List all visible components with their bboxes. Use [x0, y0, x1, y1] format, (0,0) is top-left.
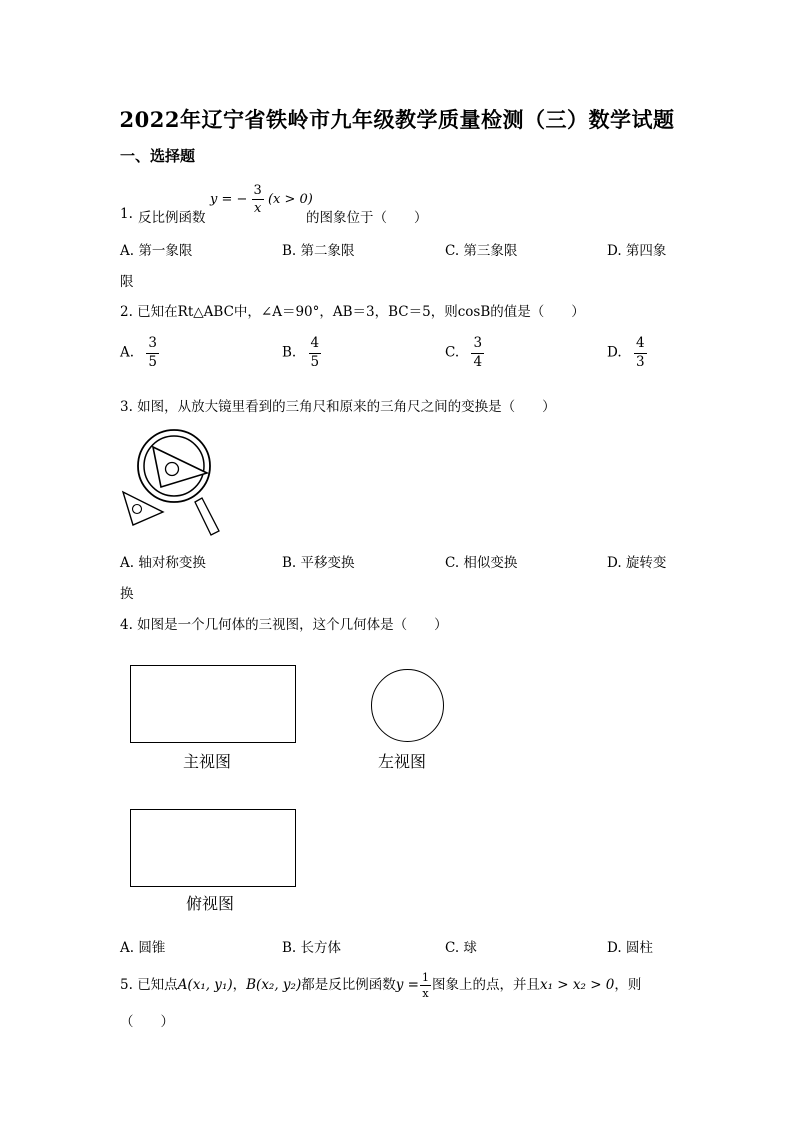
numerator: 4: [635, 335, 645, 351]
page-title: 2022年辽宁省铁岭市九年级教学质量检测（三）数学试题: [119, 107, 675, 132]
numerator: 3: [473, 335, 483, 351]
q5-func-lhs: y =: [395, 977, 419, 993]
q3-option-c: C. 相似变换: [445, 555, 518, 571]
q5-point-b: B(x₂, y₂): [246, 977, 302, 993]
front-view-caption: 主视图: [183, 752, 232, 771]
top-view-caption: 俯视图: [186, 894, 235, 913]
q5-number: 5.: [120, 977, 133, 993]
q4-option-c: C. 球: [445, 940, 477, 956]
q2-option-b-label: B.: [282, 344, 297, 361]
q5-answer-parens: （ ）: [120, 1014, 174, 1030]
formula-fraction: [252, 184, 264, 215]
question-2-text: 2. 已知在Rt△ABC中，∠A＝90°，AB＝3，BC＝5，则cosB的值是（ ）: [120, 304, 585, 320]
q1-option-d: D. 第四象: [607, 243, 667, 259]
denominator: 3: [635, 353, 645, 370]
question-1-text-after: 的图象位于（ ）: [306, 210, 428, 226]
front-view-rectangle: [130, 665, 296, 743]
q5-separator: ，: [232, 977, 247, 993]
q1-option-c: C. 第三象限: [445, 243, 518, 259]
question-1-number: 1.: [120, 206, 133, 222]
formula-lhs: y = −: [210, 192, 248, 207]
left-view-caption: 左视图: [378, 752, 427, 771]
q5-func-fraction: [420, 972, 431, 999]
q2-option-a-fraction: [146, 337, 159, 369]
formula-condition: (x > 0): [267, 192, 313, 207]
q3-option-d: D. 旋转变: [607, 555, 667, 571]
q2-option-d-label: D.: [607, 344, 622, 361]
q1-option-b: B. 第二象限: [282, 243, 355, 259]
q2-option-b-fraction: [309, 337, 322, 369]
q1-option-d-wrap: 限: [120, 274, 134, 290]
q3-option-a: A. 轴对称变换: [120, 555, 206, 571]
denominator: 5: [310, 353, 320, 370]
q2-option-c-label: C.: [445, 344, 460, 361]
q2-option-c-fraction: [471, 337, 484, 369]
top-view-rectangle: [130, 809, 296, 887]
denominator: x: [420, 985, 431, 999]
q5-text-1: 已知点: [137, 977, 178, 993]
q4-option-a: A. 圆锥: [120, 940, 166, 956]
q5-condition: x₁ > x₂ > 0: [539, 977, 615, 993]
question-4-text: 4. 如图是一个几何体的三视图，这个几何体是（ ）: [120, 617, 448, 633]
numerator: 1: [421, 971, 429, 984]
magnifier-figure: [115, 425, 225, 540]
magnifier-icon: [138, 430, 219, 535]
q4-option-b: B. 长方体: [282, 940, 342, 956]
question-3-text: 3. 如图，从放大镜里看到的三角尺和原来的三角尺之间的变换是（ ）: [120, 399, 556, 415]
q2-option-d: [607, 337, 647, 369]
formula-denominator: x: [252, 199, 264, 215]
q4-option-d: D. 圆柱: [607, 940, 653, 956]
q5-text-4: ，则: [614, 977, 642, 993]
numerator: 3: [148, 335, 157, 351]
q2-option-a-label: A.: [120, 344, 135, 361]
section-heading: 一、选择题: [120, 147, 196, 165]
q5-point-a: A(x₁, y₁): [177, 977, 233, 993]
q2-option-d-fraction: [634, 337, 647, 369]
question-1-formula: [210, 184, 313, 215]
q1-option-a: A. 第一象限: [120, 243, 193, 259]
formula-numerator: 3: [253, 183, 262, 198]
question-5-line: [120, 972, 641, 999]
q3-option-b: B. 平移变换: [282, 555, 355, 571]
q2-option-c: [445, 337, 484, 369]
numerator: 4: [310, 335, 320, 351]
q2-option-b: [282, 337, 321, 369]
question-1-text-before: 反比例函数: [138, 210, 206, 226]
q5-text-3: 图象上的点，并且: [431, 977, 540, 993]
denominator: 5: [148, 353, 157, 370]
denominator: 4: [473, 353, 483, 370]
left-view-circle: [371, 669, 444, 742]
q5-text-2: 都是反比例函数: [301, 977, 396, 993]
q2-option-a: [120, 337, 159, 369]
q3-option-d-wrap: 换: [120, 586, 134, 602]
